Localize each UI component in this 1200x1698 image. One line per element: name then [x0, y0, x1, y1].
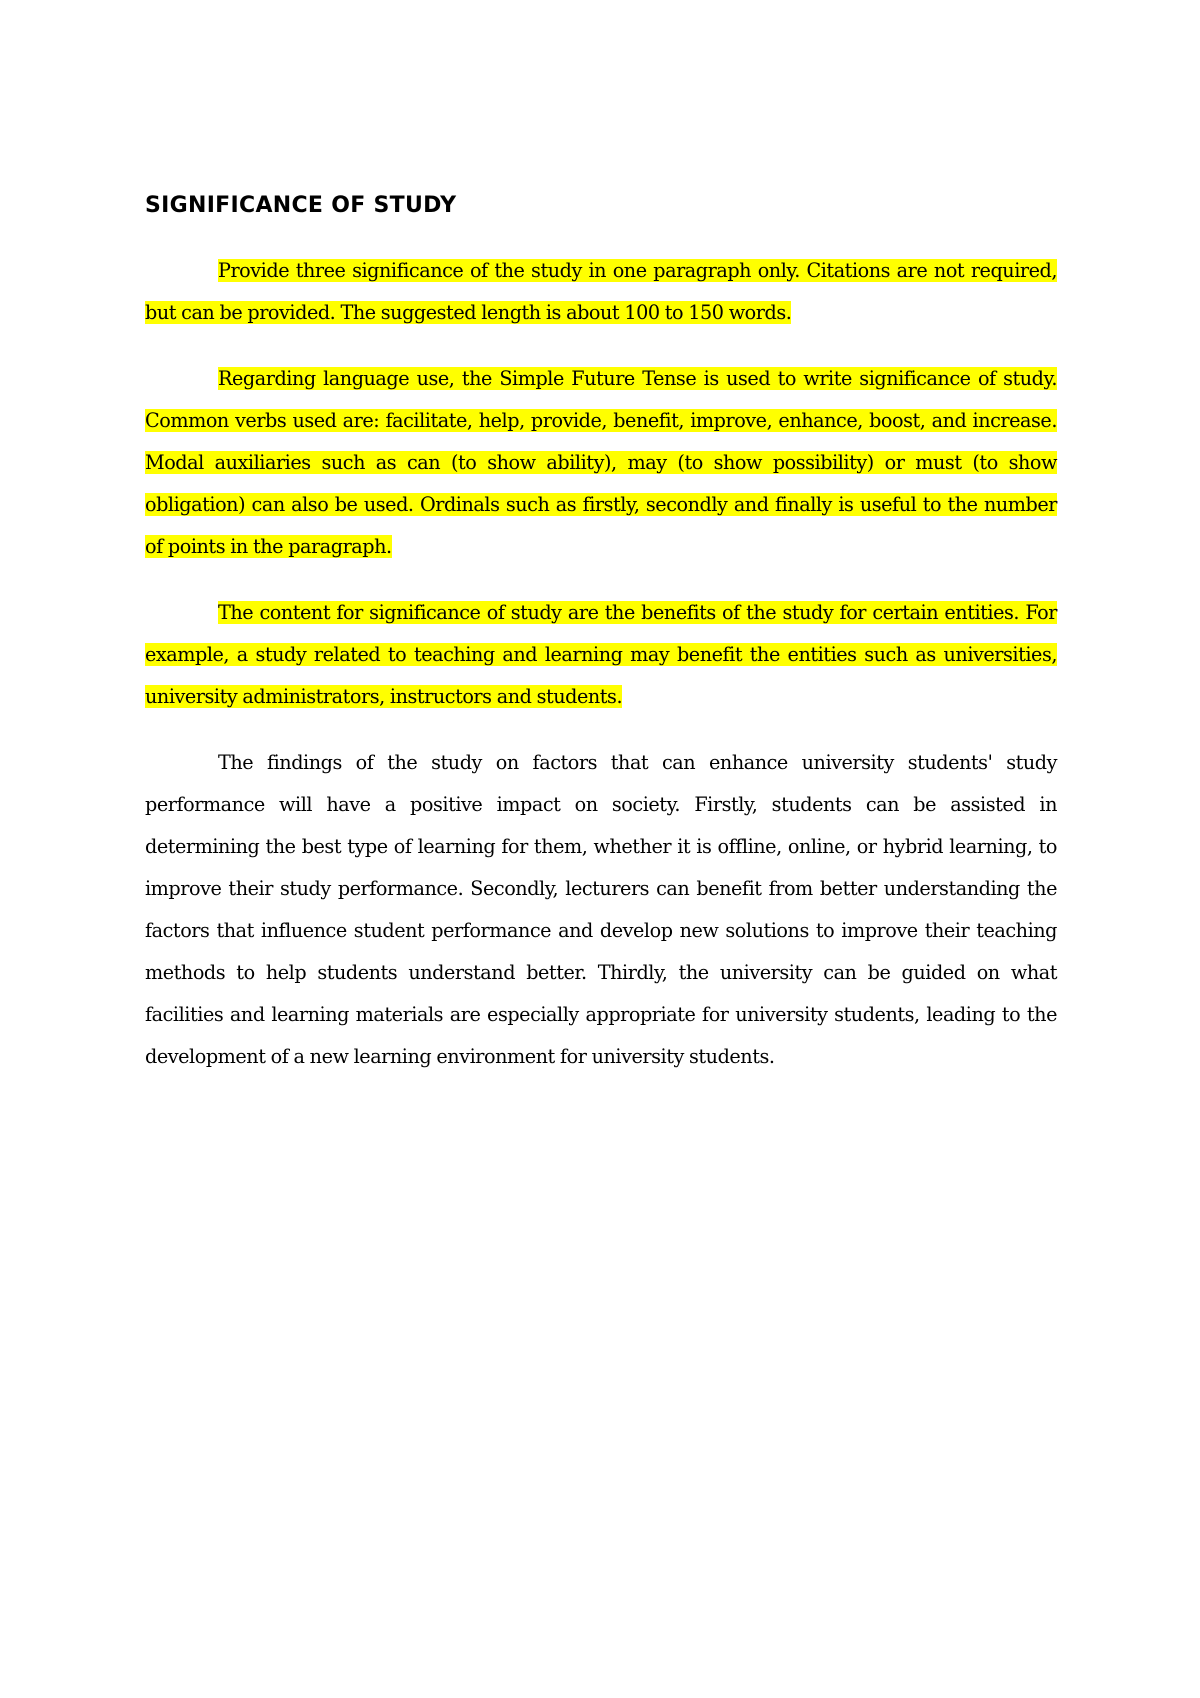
body-text: The findings of the study on factors that can enhance university students' study performance will have a positive impact on society. Firstly, students can be assisted in determining the best type of learning for them, whether it is offline, online, or hybrid learning, to improve their study performance. Secondly, lecturers can benefit from better understanding the factors that influence student performance and develop new solutions to improve their teaching methods to help students understand better. Thirdly, the university can be guided on what facilities and learning materials are especially appropriate for university students, leading to the development of a new learning environment for university students.	[145, 751, 1057, 1068]
highlighted-text: The content for significance of study are the benefits of the study for certain entities. For example, a study related to teaching and learning may benefit the entities such as universities, university administrators, instructors and students.	[145, 601, 1057, 708]
paragraph-example	[145, 742, 1057, 1078]
document-heading: SIGNIFICANCE OF STUDY	[145, 193, 457, 218]
highlighted-text: Regarding language use, the Simple Future Tense is used to write significance of study. Common verbs used are: facilitate, help, provide, benefit, improve, enhance, boost, and increase. Modal auxiliaries such as can (to show ability), may (to show possibility) or must (to show obligation) can also be used. Ordinals such as firstly, secondly and finally is useful to the number of points in the paragraph.	[145, 367, 1057, 558]
document-body	[145, 192, 1057, 1102]
highlighted-text: Provide three significance of the study in one paragraph only. Citations are not required, but can be provided. The suggested length is about 100 to 150 words.	[145, 259, 1057, 324]
paragraph-instructions-content	[145, 592, 1057, 718]
paragraph-instructions-length	[145, 250, 1057, 334]
paragraph-instructions-language	[145, 358, 1057, 568]
